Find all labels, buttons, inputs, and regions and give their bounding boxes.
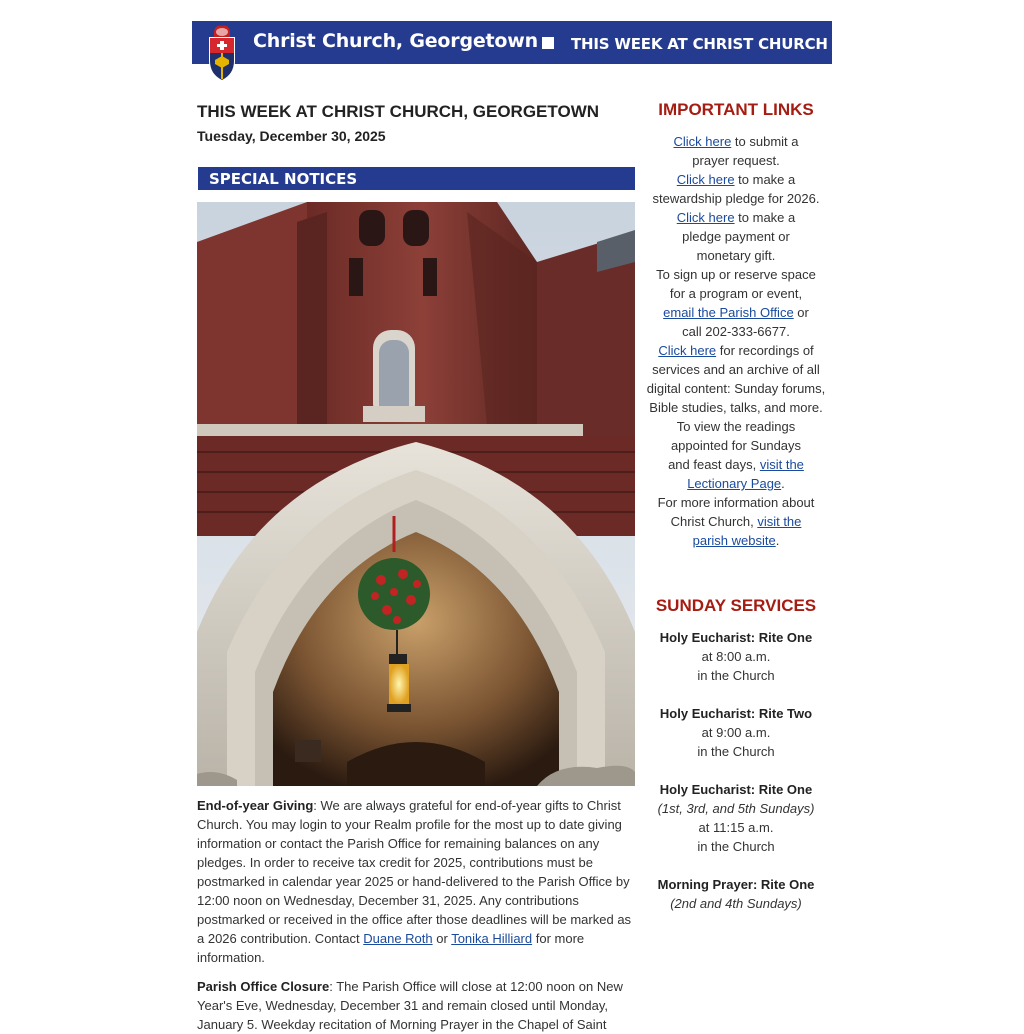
service-item [643, 704, 829, 761]
lectionary-page-link[interactable]: visit the Lectionary Page [687, 457, 804, 491]
service-name: Morning Prayer: Rite One [657, 877, 815, 892]
email-parish-office-link[interactable]: email the Parish Office [663, 305, 794, 320]
service-name: Holy Eucharist: Rite Two [659, 706, 813, 721]
sidebar-link-website [643, 493, 829, 550]
link-post-text: to make a pledge payment or monetary gift. [682, 210, 796, 263]
duane-roth-link[interactable]: Duane Roth [363, 931, 433, 946]
important-links-heading: IMPORTANT LINKS [658, 100, 814, 119]
sidebar-link-payment [643, 208, 829, 265]
sidebar [643, 100, 829, 932]
stewardship-pledge-link[interactable]: Click here [676, 172, 735, 187]
prayer-request-link[interactable]: Click here [673, 134, 732, 149]
sidebar-link-pledge [643, 170, 829, 208]
service-item [643, 780, 829, 856]
service-note: (1st, 3rd, and 5th Sundays) [657, 801, 815, 816]
link-pre-text: To sign up or reserve space for a program or event, [656, 267, 816, 301]
link-post-text: or call 202-333-6677. [682, 305, 809, 339]
closure-notice-text: : The Parish Office will close at 12:00 noon on New Year's Eve, Wednesday, December 31 and remain closed until Monday, January 5. Weekday recitation of Morning Prayer in the Chapel of Saint [197, 979, 623, 1032]
link-post-text: for recordings of services and an archive of all digital content: Sunday forums, Bible studies, talks, and more. [646, 343, 826, 415]
link-pre-text: To view the readings appointed for Sundays and feast days, [668, 419, 802, 472]
page-title: THIS WEEK AT CHRIST CHURCH, GEORGETOWN [197, 102, 600, 121]
service-name: Holy Eucharist: Rite One [659, 630, 813, 645]
tonika-hilliard-link[interactable]: Tonika Hilliard [451, 931, 533, 946]
giving-notice-text: : We are always grateful for end-of-year gifts to Christ Church. You may login to your Realm profile for the most up to date giving information or contact the Parish Office for remaining balances on any pledges. In order to receive tax credit for 2025, contributions must be postmarked in calendar year 2025 or hand-delivered to the Parish Office by 12:00 noon on Wednesday, December 31, 2025. Any contributions postmarked or received in the office after those deadlines will be marked as a 2026 contribution. Contact [197, 798, 632, 946]
link-post-text: . [781, 476, 785, 491]
giving-notice [197, 796, 635, 967]
link-post-text: to make a stewardship pledge for 2026. [652, 172, 820, 206]
sidebar-link-lectionary [643, 417, 829, 493]
link-post-text: . [775, 533, 780, 548]
banner-title: Christ Church, Georgetown [253, 30, 538, 52]
service-place: in the Church [697, 668, 775, 683]
church-crest-shield-icon [205, 23, 239, 83]
link-pre-text: For more information about Christ Church, [657, 495, 815, 529]
page-date: Tuesday, December 30, 2025 [197, 128, 386, 144]
service-time: at 11:15 a.m. [698, 820, 774, 835]
service-name: Holy Eucharist: Rite One [659, 782, 813, 797]
parish-website-link[interactable]: visit the parish website [692, 514, 802, 548]
banner-subtitle: THIS WEEK AT CHRIST CHURCH [571, 35, 828, 53]
closure-notice-title: Parish Office Closure [197, 979, 330, 994]
giving-or-text: or [432, 931, 452, 946]
service-item [643, 875, 829, 913]
banner-separator-square [542, 37, 554, 49]
sunday-services-heading: SUNDAY SERVICES [655, 596, 817, 615]
service-item [643, 628, 829, 685]
giving-notice-title: End-of-year Giving [197, 798, 314, 813]
service-place: in the Church [697, 839, 775, 854]
link-post-text: to submit a prayer request. [692, 134, 799, 168]
giving-notice-end: for more information. [197, 931, 585, 965]
closure-notice [197, 977, 635, 1034]
special-notices-header: SPECIAL NOTICES [198, 167, 635, 190]
main-column [197, 100, 635, 1034]
service-time: at 8:00 a.m. [701, 649, 771, 664]
sidebar-link-recordings [643, 341, 829, 417]
pledge-payment-link[interactable]: Click here [676, 210, 735, 225]
recordings-link[interactable]: Click here [658, 343, 717, 358]
sidebar-link-prayer [643, 132, 829, 170]
service-place: in the Church [697, 744, 775, 759]
service-note: (2nd and 4th Sundays) [670, 896, 802, 911]
church-arch-photo [197, 202, 635, 786]
sidebar-link-parish-office [643, 265, 829, 341]
service-time: at 9:00 a.m. [701, 725, 771, 740]
